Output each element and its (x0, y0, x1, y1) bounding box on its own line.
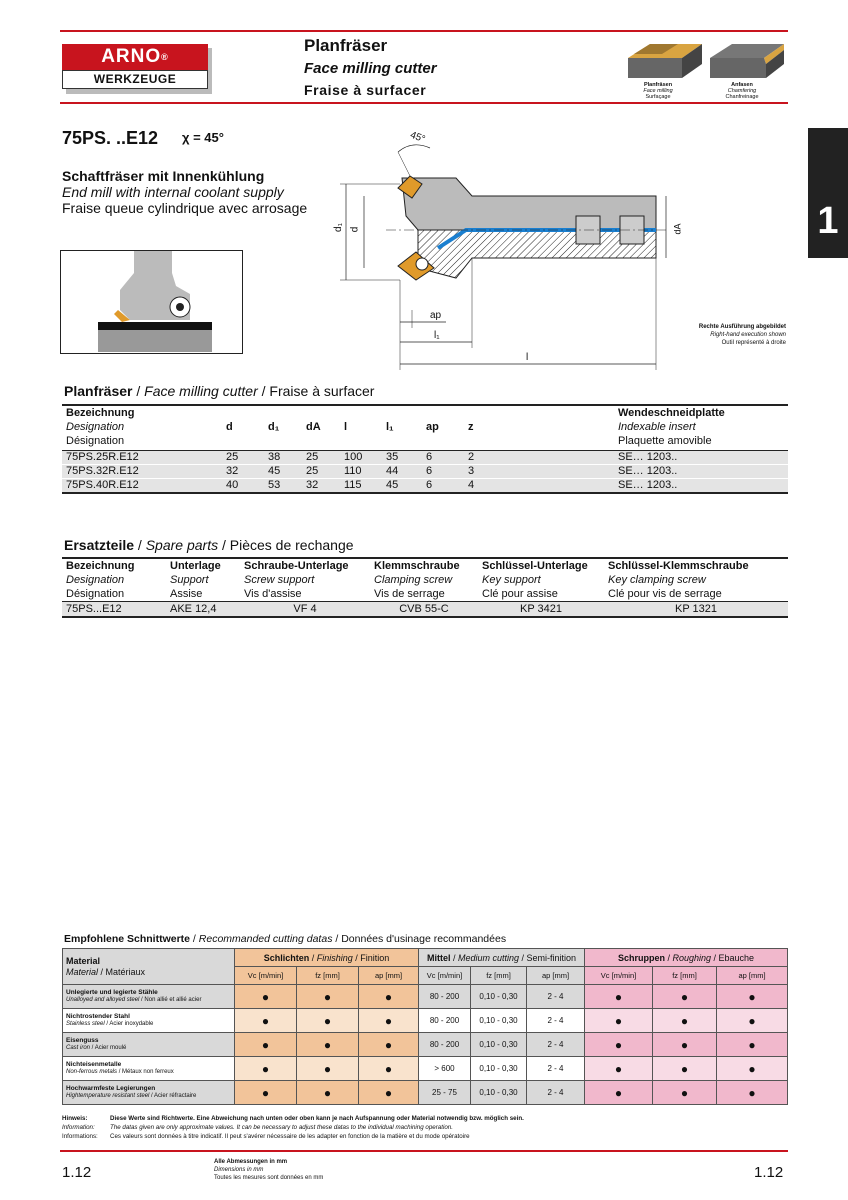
sp-col-key-clamping-fr: Clé pour vis de serrage (608, 588, 722, 600)
dot-icon: ● (235, 1057, 297, 1081)
cell-z: 4 (464, 479, 614, 494)
cell-l1: 44 (382, 465, 422, 479)
mid-fz: 0,10 - 0,30 (471, 1081, 527, 1105)
cell-d1: 38 (264, 451, 302, 465)
mid-fz: 0,10 - 0,30 (471, 985, 527, 1009)
table-row (63, 1033, 788, 1057)
sp-col-clamping-screw: Klemmschraube (374, 560, 460, 572)
dot-icon: ● (717, 1033, 788, 1057)
col-d: d (226, 421, 233, 433)
material-cell: Unlegierte und legierte Stähle Unalloyed and alloyed steel / Non allié et allié acier (63, 985, 235, 1009)
cell-l1: 45 (382, 479, 422, 494)
cell-dA: 32 (302, 479, 340, 494)
mid-ap: 2 - 4 (527, 985, 585, 1009)
col-ap: ap (426, 421, 439, 433)
col-insert-en: Indexable insert (618, 421, 696, 433)
dimensions-note: Alle Abmessungen in mm Dimensions in mm Toutes les mesures sont données en mm (214, 1159, 324, 1181)
dot-icon: ● (297, 1009, 359, 1033)
face-milling-pictogram (626, 40, 704, 82)
sp-col-clamping-screw-fr: Vis de serrage (374, 588, 445, 600)
note-en: Information: The datas given are only approximate values. It can be necessary to adjust these datas to the individual machining operation. (62, 1124, 453, 1131)
cell-d1: 53 (264, 479, 302, 494)
header-title-fr: Fraise à surfacer (304, 82, 427, 98)
dimensions-table-title: Planfräser / Face milling cutter / Fraise à surfacer (64, 383, 375, 399)
cell-d: 32 (222, 465, 264, 479)
dot-icon: ● (653, 1057, 717, 1081)
col-insert-de: Wendeschneidplatte (618, 407, 725, 419)
table-row (62, 465, 788, 479)
sp-col-key-clamping: Schlüssel-Klemmschraube (608, 560, 749, 572)
col-z: z (468, 421, 474, 433)
dot-icon: ● (297, 1033, 359, 1057)
note-de: Hinweis: Diese Werte sind Richtwerte. Eine Abweichung nach unten oder oben kann je nach Aufspannung oder Material notwendig bzw. möglich sein. (62, 1115, 524, 1122)
material-cell: Nichtrostender Stahl Stainless steel / Acier inoxydable (63, 1009, 235, 1033)
cell-ap: 6 (422, 479, 464, 494)
header-title-en: Face milling cutter (304, 60, 437, 77)
sp-col-screw-support-en: Screw support (244, 574, 315, 586)
cell-l: 110 (340, 465, 382, 479)
dot-icon: ● (585, 985, 653, 1009)
mid-ap: 2 - 4 (527, 1081, 585, 1105)
medium-header: Mittel / Medium cutting / Semi-finition (419, 949, 585, 967)
material-cell: Eisenguss Cast iron / Acier moulé (63, 1033, 235, 1057)
logo-reg: ® (161, 52, 169, 62)
cell-name: 75PS.40R.E12 (62, 479, 222, 494)
chapter-tab[interactable]: 1 (808, 128, 848, 258)
kappa-angle: χ = 45° (182, 130, 224, 145)
dot-icon: ● (717, 1057, 788, 1081)
logo-sub: WERKZEUGE (62, 70, 208, 89)
table-row (63, 1057, 788, 1081)
col-dA: dA (306, 421, 321, 433)
dot-icon: ● (717, 985, 788, 1009)
cell-ap: 6 (422, 451, 464, 465)
mid-fz: 0,10 - 0,30 (471, 1057, 527, 1081)
table-row (62, 602, 788, 618)
dot-icon: ● (585, 1057, 653, 1081)
spare-parts-title: Ersatzteile / Spare parts / Pièces de rechange (64, 537, 354, 553)
table-row (62, 451, 788, 465)
dot-icon: ● (359, 1009, 419, 1033)
cell-l: 115 (340, 479, 382, 494)
finishing-header: Schlichten / Finishing / Finition (235, 949, 419, 967)
sp-cell-screw-support: VF 4 (240, 602, 370, 618)
sp-col-key-support: Schlüssel-Unterlage (482, 560, 588, 572)
operation-illustration (60, 250, 243, 354)
dot-icon: ● (653, 1081, 717, 1105)
sp-col-screw-support-fr: Vis d'assise (244, 588, 302, 600)
sp-cell-key-clamping: KP 1321 (604, 602, 788, 618)
sp-cell-clamping-screw: CVB 55-C (370, 602, 478, 618)
mid-vc: 25 - 75 (419, 1081, 471, 1105)
material-cell: Nichteisenmetalle Non-ferrous metals / Métaux non ferreux (63, 1057, 235, 1081)
cell-l: 100 (340, 451, 382, 465)
mid-fz: 0,10 - 0,30 (471, 1009, 527, 1033)
col-designation-fr: Désignation (66, 435, 125, 447)
dot-icon: ● (297, 1081, 359, 1105)
dot-icon: ● (235, 1009, 297, 1033)
sp-col-screw-support: Schraube-Unterlage (244, 560, 349, 572)
dot-icon: ● (297, 985, 359, 1009)
l1-label: l₁ (434, 330, 440, 341)
product-desc-en: End mill with internal coolant supply (62, 184, 284, 200)
mid-vc: > 600 (419, 1057, 471, 1081)
col-d1: d₁ (268, 421, 280, 433)
fin-vc-header: Vc [m/min] (235, 967, 297, 985)
mid-vc: 80 - 200 (419, 1009, 471, 1033)
cell-insert: SE… 1203.. (614, 465, 788, 479)
sp-col-designation-en: Designation (66, 574, 125, 586)
mid-vc: 80 - 200 (419, 985, 471, 1009)
dot-icon: ● (359, 1057, 419, 1081)
mid-ap: 2 - 4 (527, 1057, 585, 1081)
table-row (63, 1009, 788, 1033)
col-designation-de: Bezeichnung (66, 407, 135, 419)
header-title-de: Planfräser (304, 36, 388, 55)
sp-col-key-support-fr: Clé pour assise (482, 588, 558, 600)
d1-label: d₁ (332, 223, 344, 232)
sp-col-support: Unterlage (170, 560, 221, 572)
arno-logo (62, 44, 208, 90)
cell-d1: 45 (264, 465, 302, 479)
spare-parts-table (62, 557, 788, 618)
sp-col-key-clamping-en: Key clamping screw (608, 574, 706, 586)
cutting-data-table (62, 948, 788, 1105)
dot-icon: ● (717, 1081, 788, 1105)
sp-cell-support: AKE 12,4 (166, 602, 240, 618)
note-fr: Informations: Ces valeurs sont données à titre indicatif. Il peut s'avérer nécessaire de les adapter en fonction de la matière et du mode opératoire (62, 1133, 470, 1140)
roughing-header: Schruppen / Roughing / Ebauche (585, 949, 788, 967)
header-rule-top (60, 30, 788, 32)
op-face-milling-label: Planfräsen Face milling Surfaçage (643, 82, 673, 100)
table-row (63, 1081, 788, 1105)
cell-name: 75PS.25R.E12 (62, 451, 222, 465)
cell-l1: 35 (382, 451, 422, 465)
mid-vc-header: Vc [m/min] (419, 967, 471, 985)
dot-icon: ● (585, 1033, 653, 1057)
sp-cell-designation: 75PS...E12 (62, 602, 166, 618)
cell-d: 25 (222, 451, 264, 465)
table-row (63, 985, 788, 1009)
cutting-notes (62, 1114, 524, 1141)
dot-icon: ● (653, 1033, 717, 1057)
product-desc-de: Schaftfräser mit Innenkühlung (62, 168, 265, 184)
op-chamfering-label: Anfasen Chamfering Chanfreinage (725, 82, 759, 100)
product-desc-fr: Fraise queue cylindrique avec arrosage (62, 200, 308, 216)
page-number-left: 1.12 (62, 1164, 92, 1181)
d-label: d (349, 226, 361, 233)
table-row (62, 479, 788, 494)
dot-icon: ● (653, 985, 717, 1009)
mid-vc: 80 - 200 (419, 1033, 471, 1057)
dot-icon: ● (585, 1081, 653, 1105)
ap-label: ap (430, 310, 442, 321)
execution-note: Rechte Ausführung abgebildet Right-hand execution shown Outil représenté à droite (698, 324, 786, 346)
sp-cell-key-support: KP 3421 (478, 602, 604, 618)
cell-dA: 25 (302, 465, 340, 479)
cell-insert: SE… 1203.. (614, 479, 788, 494)
dot-icon: ● (717, 1009, 788, 1033)
page-number-right: 1.12 (754, 1164, 784, 1181)
mid-fz: 0,10 - 0,30 (471, 1033, 527, 1057)
material-cell: Hochwarmfeste Legierungen Hightemperature resistant steel / Acier réfractaire (63, 1081, 235, 1105)
dot-icon: ● (235, 985, 297, 1009)
rough-fz-header: fz [mm] (653, 967, 717, 985)
col-insert-fr: Plaquette amovible (618, 435, 712, 447)
dot-icon: ● (359, 1033, 419, 1057)
mid-ap: 2 - 4 (527, 1033, 585, 1057)
dimensions-table (62, 404, 788, 494)
sp-col-designation-fr: Désignation (66, 588, 125, 600)
angle-label: 45° (408, 129, 427, 146)
cell-d: 40 (222, 479, 264, 494)
sp-col-support-en: Support (170, 574, 209, 586)
mid-ap: 2 - 4 (527, 1009, 585, 1033)
mid-fz-header: fz [mm] (471, 967, 527, 985)
sp-col-key-support-en: Key support (482, 574, 541, 586)
header-rule-bottom (60, 102, 788, 104)
product-code: 75PS. ..E12 (62, 128, 159, 148)
dot-icon: ● (653, 1009, 717, 1033)
dot-icon: ● (297, 1057, 359, 1081)
fin-fz-header: fz [mm] (297, 967, 359, 985)
sp-col-support-fr: Assise (170, 588, 203, 600)
dot-icon: ● (585, 1009, 653, 1033)
cell-z: 3 (464, 465, 614, 479)
cell-dA: 25 (302, 451, 340, 465)
col-l: l (344, 421, 348, 433)
chamfering-pictogram (706, 40, 786, 82)
sp-col-clamping-screw-en: Clamping screw (374, 574, 453, 586)
cell-insert: SE… 1203.. (614, 451, 788, 465)
dot-icon: ● (235, 1033, 297, 1057)
fin-ap-header: ap [mm] (359, 967, 419, 985)
dA-label: dA (672, 223, 683, 235)
cutting-data-title: Empfohlene Schnittwerte / Recommanded cutting datas / Données d'usinage recommandées (64, 933, 507, 945)
sp-col-designation: Bezeichnung (66, 560, 135, 572)
dot-icon: ● (359, 1081, 419, 1105)
rough-vc-header: Vc [m/min] (585, 967, 653, 985)
cell-ap: 6 (422, 465, 464, 479)
rough-ap-header: ap [mm] (717, 967, 788, 985)
dot-icon: ● (359, 985, 419, 1009)
footer-rule (60, 1150, 788, 1152)
mid-ap-header: ap [mm] (527, 967, 585, 985)
col-l1: l₁ (386, 421, 394, 433)
dot-icon: ● (235, 1081, 297, 1105)
logo-brand: ARNO (101, 46, 162, 67)
cell-z: 2 (464, 451, 614, 465)
technical-drawing (326, 130, 692, 370)
cell-name: 75PS.32R.E12 (62, 465, 222, 479)
material-header: Material Material / Matériaux (63, 949, 235, 985)
col-designation-en: Designation (66, 421, 125, 433)
l-label: l (526, 352, 529, 363)
